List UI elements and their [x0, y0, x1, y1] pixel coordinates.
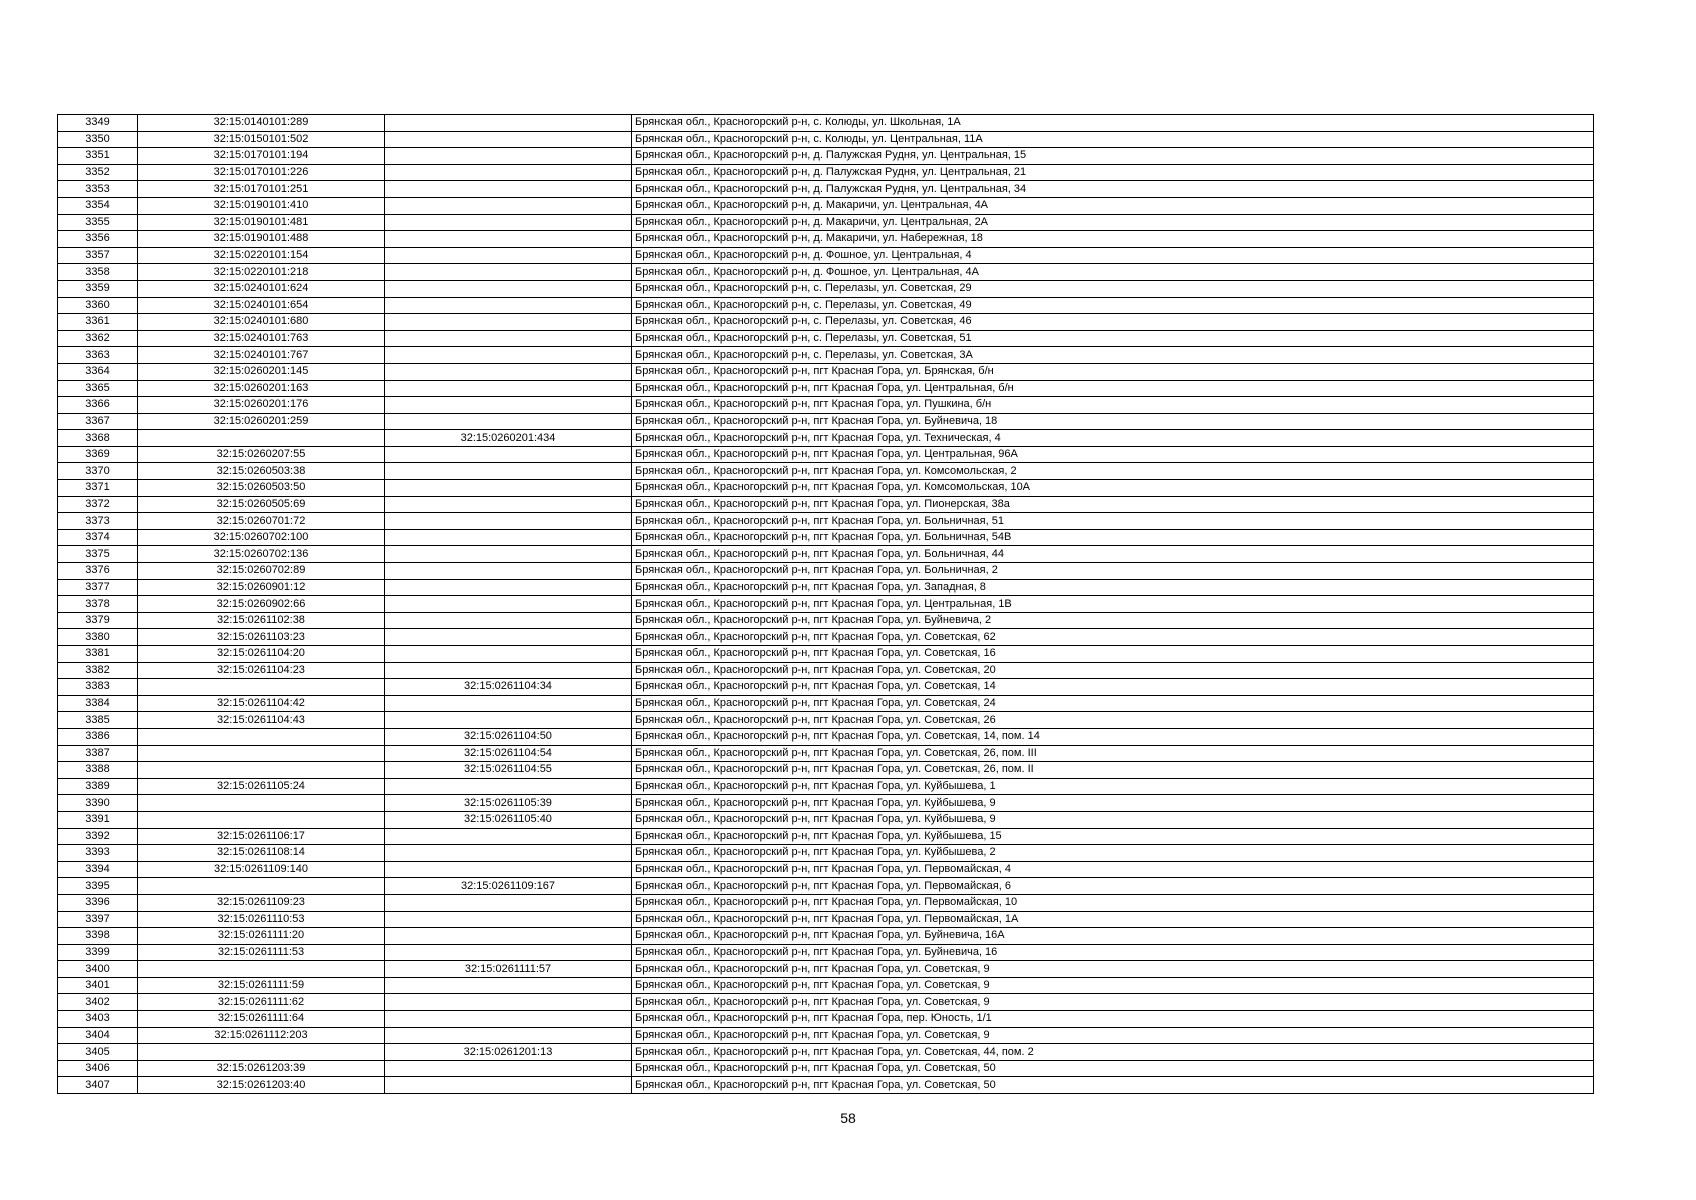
address-cell: Брянская обл., Красногорский р-н, д. Макаричи, ул. Набережная, 18: [632, 231, 1594, 248]
cadastral-number-alt-cell: [385, 164, 632, 181]
table-row: [58, 480, 1594, 497]
cadastral-number-alt-cell: [385, 513, 632, 530]
table-row: [58, 728, 1594, 745]
table-row: [58, 413, 1594, 430]
row-number-cell: 3407: [58, 1077, 138, 1094]
cadastral-number-cell: 32:15:0261111:20: [138, 928, 385, 945]
cadastral-number-cell: 32:15:0260901:12: [138, 579, 385, 596]
address-cell: Брянская обл., Красногорский р-н, пгт Красная Гора, ул. Советская, 26: [632, 712, 1594, 729]
cadastral-number-alt-cell: 32:15:0261111:57: [385, 961, 632, 978]
row-number-cell: 3375: [58, 546, 138, 563]
row-number-cell: 3351: [58, 148, 138, 165]
table-row: [58, 330, 1594, 347]
row-number-cell: 3393: [58, 845, 138, 862]
table-row: [58, 811, 1594, 828]
row-number-cell: 3383: [58, 679, 138, 696]
cadastral-number-alt-cell: [385, 596, 632, 613]
address-cell: Брянская обл., Красногорский р-н, с. Колюды, ул. Центральная, 11А: [632, 131, 1594, 148]
cadastral-number-cell: [138, 878, 385, 895]
cadastral-number-cell: 32:15:0240101:624: [138, 280, 385, 297]
cadastral-number-cell: [138, 745, 385, 762]
address-cell: Брянская обл., Красногорский р-н, пгт Красная Гора, ул. Советская, 14, пом. 14: [632, 728, 1594, 745]
address-cell: Брянская обл., Красногорский р-н, пгт Красная Гора, ул. Советская, 9: [632, 994, 1594, 1011]
cadastral-number-alt-cell: [385, 330, 632, 347]
table-row: [58, 944, 1594, 961]
cadastral-number-alt-cell: [385, 264, 632, 281]
row-number-cell: 3401: [58, 977, 138, 994]
table-row: [58, 795, 1594, 812]
address-cell: Брянская обл., Красногорский р-н, пгт Красная Гора, ул. Советская, 14: [632, 679, 1594, 696]
cadastral-number-cell: [138, 762, 385, 779]
cadastral-number-alt-cell: [385, 115, 632, 132]
table-row: [58, 828, 1594, 845]
cadastral-number-cell: 32:15:0261110:53: [138, 911, 385, 928]
row-number-cell: 3391: [58, 811, 138, 828]
row-number-cell: 3380: [58, 629, 138, 646]
address-cell: Брянская обл., Красногорский р-н, пгт Красная Гора, ул. Буйневича, 18: [632, 413, 1594, 430]
row-number-cell: 3350: [58, 131, 138, 148]
cadastral-number-alt-cell: [385, 1011, 632, 1028]
address-cell: Брянская обл., Красногорский р-н, с. Перелазы, ул. Советская, 29: [632, 280, 1594, 297]
cadastral-number-alt-cell: 32:15:0261104:55: [385, 762, 632, 779]
cadastral-number-cell: 32:15:0261111:62: [138, 994, 385, 1011]
cadastral-number-cell: [138, 679, 385, 696]
table-row: [58, 928, 1594, 945]
address-cell: Брянская обл., Красногорский р-н, пгт Красная Гора, ул. Больничная, 51: [632, 513, 1594, 530]
table-row: [58, 446, 1594, 463]
table-row: [58, 347, 1594, 364]
row-number-cell: 3385: [58, 712, 138, 729]
row-number-cell: 3405: [58, 1044, 138, 1061]
cadastral-number-alt-cell: [385, 1027, 632, 1044]
row-number-cell: 3363: [58, 347, 138, 364]
cadastral-number-cell: 32:15:0190101:410: [138, 197, 385, 214]
cadastral-number-cell: 32:15:0260201:145: [138, 363, 385, 380]
address-cell: Брянская обл., Красногорский р-н, пгт Красная Гора, ул. Первомайская, 10: [632, 894, 1594, 911]
address-cell: Брянская обл., Красногорский р-н, пгт Красная Гора, ул. Первомайская, 6: [632, 878, 1594, 895]
cadastral-number-alt-cell: [385, 828, 632, 845]
table-row: [58, 363, 1594, 380]
address-cell: Брянская обл., Красногорский р-н, пгт Красная Гора, ул. Советская, 24: [632, 695, 1594, 712]
cadastral-number-cell: 32:15:0261105:24: [138, 778, 385, 795]
cadastral-number-cell: [138, 1044, 385, 1061]
table-row: [58, 314, 1594, 331]
address-cell: Брянская обл., Красногорский р-н, пгт Красная Гора, ул. Больничная, 2: [632, 563, 1594, 580]
row-number-cell: 3372: [58, 496, 138, 513]
cadastral-number-alt-cell: [385, 563, 632, 580]
cadastral-number-alt-cell: [385, 894, 632, 911]
cadastral-number-cell: 32:15:0261104:43: [138, 712, 385, 729]
row-number-cell: 3381: [58, 646, 138, 663]
address-cell: Брянская обл., Красногорский р-н, пгт Красная Гора, ул. Куйбышева, 1: [632, 778, 1594, 795]
cadastral-number-alt-cell: 32:15:0261104:34: [385, 679, 632, 696]
table-row: [58, 264, 1594, 281]
address-cell: Брянская обл., Красногорский р-н, с. Перелазы, ул. Советская, 49: [632, 297, 1594, 314]
table-row: [58, 629, 1594, 646]
cadastral-number-alt-cell: 32:15:0261109:167: [385, 878, 632, 895]
cadastral-number-alt-cell: [385, 977, 632, 994]
table-row: [58, 961, 1594, 978]
address-cell: Брянская обл., Красногорский р-н, пгт Красная Гора, ул. Западная, 8: [632, 579, 1594, 596]
cadastral-number-alt-cell: [385, 612, 632, 629]
table-row: [58, 397, 1594, 414]
table-row: [58, 878, 1594, 895]
table-row: [58, 845, 1594, 862]
cadastral-number-alt-cell: 32:15:0261201:13: [385, 1044, 632, 1061]
address-cell: Брянская обл., Красногорский р-н, пгт Красная Гора, ул. Первомайская, 4: [632, 861, 1594, 878]
cadastral-number-cell: 32:15:0220101:218: [138, 264, 385, 281]
cadastral-number-cell: 32:15:0190101:481: [138, 214, 385, 231]
table-row: [58, 712, 1594, 729]
table-row: [58, 596, 1594, 613]
registry-table-body: [58, 115, 1594, 1094]
address-cell: Брянская обл., Красногорский р-н, пгт Красная Гора, ул. Комсомольская, 10А: [632, 480, 1594, 497]
row-number-cell: 3355: [58, 214, 138, 231]
cadastral-number-cell: 32:15:0261108:14: [138, 845, 385, 862]
cadastral-number-cell: 32:15:0140101:289: [138, 115, 385, 132]
cadastral-number-cell: [138, 811, 385, 828]
address-cell: Брянская обл., Красногорский р-н, пгт Красная Гора, ул. Советская, 50: [632, 1077, 1594, 1094]
table-row: [58, 115, 1594, 132]
table-row: [58, 1011, 1594, 1028]
address-cell: Брянская обл., Красногорский р-н, д. Макаричи, ул. Центральная, 2А: [632, 214, 1594, 231]
cadastral-number-alt-cell: [385, 148, 632, 165]
table-row: [58, 463, 1594, 480]
cadastral-number-alt-cell: [385, 247, 632, 264]
cadastral-number-alt-cell: 32:15:0261105:40: [385, 811, 632, 828]
row-number-cell: 3382: [58, 662, 138, 679]
table-row: [58, 496, 1594, 513]
table-row: [58, 181, 1594, 198]
cadastral-number-alt-cell: 32:15:0260201:434: [385, 430, 632, 447]
cadastral-number-cell: 32:15:0261111:59: [138, 977, 385, 994]
cadastral-number-alt-cell: [385, 496, 632, 513]
address-cell: Брянская обл., Красногорский р-н, д. Палужская Рудня, ул. Центральная, 15: [632, 148, 1594, 165]
cadastral-number-cell: 32:15:0240101:763: [138, 330, 385, 347]
table-row: [58, 563, 1594, 580]
table-row: [58, 297, 1594, 314]
cadastral-number-cell: 32:15:0150101:502: [138, 131, 385, 148]
address-cell: Брянская обл., Красногорский р-н, с. Перелазы, ул. Советская, 3А: [632, 347, 1594, 364]
page-number: 58: [840, 1110, 856, 1126]
address-cell: Брянская обл., Красногорский р-н, пгт Красная Гора, ул. Советская, 26, пом. II: [632, 762, 1594, 779]
row-number-cell: 3378: [58, 596, 138, 613]
cadastral-number-alt-cell: [385, 546, 632, 563]
cadastral-number-cell: 32:15:0260702:136: [138, 546, 385, 563]
cadastral-number-cell: 32:15:0260201:176: [138, 397, 385, 414]
address-cell: Брянская обл., Красногорский р-н, с. Колюды, ул. Школьная, 1А: [632, 115, 1594, 132]
table-row: [58, 380, 1594, 397]
address-cell: Брянская обл., Красногорский р-н, пгт Красная Гора, ул. Советская, 9: [632, 1027, 1594, 1044]
table-row: [58, 1027, 1594, 1044]
table-row: [58, 579, 1594, 596]
address-cell: Брянская обл., Красногорский р-н, пгт Красная Гора, ул. Техническая, 4: [632, 430, 1594, 447]
cadastral-number-alt-cell: [385, 712, 632, 729]
address-cell: Брянская обл., Красногорский р-н, пгт Красная Гора, ул. Центральная, 96А: [632, 446, 1594, 463]
address-cell: Брянская обл., Красногорский р-н, пгт Красная Гора, ул. Советская, 20: [632, 662, 1594, 679]
address-cell: Брянская обл., Красногорский р-н, пгт Красная Гора, ул. Советская, 16: [632, 646, 1594, 663]
address-cell: Брянская обл., Красногорский р-н, пгт Красная Гора, ул. Пионерская, 38а: [632, 496, 1594, 513]
row-number-cell: 3359: [58, 280, 138, 297]
cadastral-number-alt-cell: [385, 861, 632, 878]
cadastral-number-alt-cell: [385, 1077, 632, 1094]
address-cell: Брянская обл., Красногорский р-н, пгт Красная Гора, ул. Центральная, 1В: [632, 596, 1594, 613]
cadastral-number-cell: 32:15:0261106:17: [138, 828, 385, 845]
table-row: [58, 529, 1594, 546]
address-cell: Брянская обл., Красногорский р-н, д. Макаричи, ул. Центральная, 4А: [632, 197, 1594, 214]
row-number-cell: 3362: [58, 330, 138, 347]
cadastral-number-cell: [138, 795, 385, 812]
row-number-cell: 3374: [58, 529, 138, 546]
address-cell: Брянская обл., Красногорский р-н, пгт Красная Гора, ул. Комсомольская, 2: [632, 463, 1594, 480]
cadastral-number-alt-cell: [385, 214, 632, 231]
cadastral-number-alt-cell: [385, 778, 632, 795]
cadastral-number-alt-cell: [385, 1060, 632, 1077]
cadastral-number-alt-cell: [385, 231, 632, 248]
address-cell: Брянская обл., Красногорский р-н, д. Палужская Рудня, ул. Центральная, 21: [632, 164, 1594, 181]
row-number-cell: 3386: [58, 728, 138, 745]
cadastral-number-cell: 32:15:0261203:39: [138, 1060, 385, 1077]
property-registry-table: [57, 114, 1594, 1094]
cadastral-number-alt-cell: [385, 131, 632, 148]
row-number-cell: 3369: [58, 446, 138, 463]
row-number-cell: 3406: [58, 1060, 138, 1077]
cadastral-number-alt-cell: [385, 646, 632, 663]
address-cell: Брянская обл., Красногорский р-н, пгт Красная Гора, ул. Брянская, б/н: [632, 363, 1594, 380]
row-number-cell: 3404: [58, 1027, 138, 1044]
address-cell: Брянская обл., Красногорский р-н, с. Перелазы, ул. Советская, 46: [632, 314, 1594, 331]
cadastral-number-cell: 32:15:0190101:488: [138, 231, 385, 248]
row-number-cell: 3389: [58, 778, 138, 795]
cadastral-number-cell: 32:15:0170101:194: [138, 148, 385, 165]
row-number-cell: 3358: [58, 264, 138, 281]
address-cell: Брянская обл., Красногорский р-н, с. Перелазы, ул. Советская, 51: [632, 330, 1594, 347]
table-row: [58, 164, 1594, 181]
cadastral-number-cell: 32:15:0261111:64: [138, 1011, 385, 1028]
address-cell: Брянская обл., Красногорский р-н, пгт Красная Гора, ул. Центральная, б/н: [632, 380, 1594, 397]
cadastral-number-alt-cell: [385, 197, 632, 214]
address-cell: Брянская обл., Красногорский р-н, пгт Красная Гора, ул. Советская, 50: [632, 1060, 1594, 1077]
address-cell: Брянская обл., Красногорский р-н, пгт Красная Гора, ул. Пушкина, б/н: [632, 397, 1594, 414]
row-number-cell: 3390: [58, 795, 138, 812]
row-number-cell: 3371: [58, 480, 138, 497]
table-row: [58, 148, 1594, 165]
row-number-cell: 3394: [58, 861, 138, 878]
cadastral-number-cell: 32:15:0261103:23: [138, 629, 385, 646]
cadastral-number-alt-cell: [385, 413, 632, 430]
row-number-cell: 3392: [58, 828, 138, 845]
row-number-cell: 3398: [58, 928, 138, 945]
address-cell: Брянская обл., Красногорский р-н, пгт Красная Гора, ул. Буйневича, 16: [632, 944, 1594, 961]
cadastral-number-cell: 32:15:0260201:163: [138, 380, 385, 397]
address-cell: Брянская обл., Красногорский р-н, пгт Красная Гора, ул. Куйбышева, 2: [632, 845, 1594, 862]
cadastral-number-alt-cell: [385, 695, 632, 712]
row-number-cell: 3366: [58, 397, 138, 414]
address-cell: Брянская обл., Красногорский р-н, пгт Красная Гора, ул. Советская, 62: [632, 629, 1594, 646]
cadastral-number-cell: 32:15:0261104:23: [138, 662, 385, 679]
row-number-cell: 3396: [58, 894, 138, 911]
cadastral-number-cell: 32:15:0240101:767: [138, 347, 385, 364]
row-number-cell: 3360: [58, 297, 138, 314]
row-number-cell: 3397: [58, 911, 138, 928]
cadastral-number-alt-cell: 32:15:0261104:50: [385, 728, 632, 745]
table-row: [58, 131, 1594, 148]
address-cell: Брянская обл., Красногорский р-н, пгт Красная Гора, ул. Буйневича, 16А: [632, 928, 1594, 945]
row-number-cell: 3387: [58, 745, 138, 762]
cadastral-number-cell: 32:15:0240101:654: [138, 297, 385, 314]
cadastral-number-alt-cell: [385, 463, 632, 480]
cadastral-number-cell: 32:15:0261104:42: [138, 695, 385, 712]
address-cell: Брянская обл., Красногорский р-н, пгт Красная Гора, ул. Советская, 44, пом. 2: [632, 1044, 1594, 1061]
address-cell: Брянская обл., Красногорский р-н, пгт Красная Гора, ул. Буйневича, 2: [632, 612, 1594, 629]
cadastral-number-cell: 32:15:0170101:226: [138, 164, 385, 181]
table-row: [58, 1077, 1594, 1094]
table-row: [58, 695, 1594, 712]
table-row: [58, 513, 1594, 530]
cadastral-number-alt-cell: [385, 928, 632, 945]
cadastral-number-alt-cell: [385, 314, 632, 331]
cadastral-number-alt-cell: [385, 911, 632, 928]
row-number-cell: 3354: [58, 197, 138, 214]
row-number-cell: 3357: [58, 247, 138, 264]
row-number-cell: 3368: [58, 430, 138, 447]
table-row: [58, 231, 1594, 248]
address-cell: Брянская обл., Красногорский р-н, пгт Красная Гора, пер. Юность, 1/1: [632, 1011, 1594, 1028]
table-row: [58, 662, 1594, 679]
row-number-cell: 3388: [58, 762, 138, 779]
table-row: [58, 247, 1594, 264]
table-row: [58, 546, 1594, 563]
cadastral-number-cell: 32:15:0261109:23: [138, 894, 385, 911]
cadastral-number-cell: 32:15:0260902:66: [138, 596, 385, 613]
address-cell: Брянская обл., Красногорский р-н, д. Фошное, ул. Центральная, 4А: [632, 264, 1594, 281]
table-row: [58, 911, 1594, 928]
table-row: [58, 197, 1594, 214]
cadastral-number-alt-cell: [385, 347, 632, 364]
row-number-cell: 3364: [58, 363, 138, 380]
row-number-cell: 3373: [58, 513, 138, 530]
table-row: [58, 430, 1594, 447]
address-cell: Брянская обл., Красногорский р-н, пгт Красная Гора, ул. Советская, 9: [632, 977, 1594, 994]
table-row: [58, 762, 1594, 779]
cadastral-number-alt-cell: [385, 280, 632, 297]
table-row: [58, 679, 1594, 696]
cadastral-number-alt-cell: [385, 297, 632, 314]
cadastral-number-alt-cell: [385, 397, 632, 414]
cadastral-number-alt-cell: [385, 446, 632, 463]
table-row: [58, 894, 1594, 911]
row-number-cell: 3370: [58, 463, 138, 480]
row-number-cell: 3356: [58, 231, 138, 248]
row-number-cell: 3376: [58, 563, 138, 580]
cadastral-number-cell: 32:15:0260505:69: [138, 496, 385, 513]
cadastral-number-cell: 32:15:0220101:154: [138, 247, 385, 264]
row-number-cell: 3400: [58, 961, 138, 978]
address-cell: Брянская обл., Красногорский р-н, пгт Красная Гора, ул. Больничная, 54В: [632, 529, 1594, 546]
row-number-cell: 3349: [58, 115, 138, 132]
cadastral-number-cell: 32:15:0261104:20: [138, 646, 385, 663]
cadastral-number-cell: 32:15:0260207:55: [138, 446, 385, 463]
cadastral-number-cell: 32:15:0260702:89: [138, 563, 385, 580]
address-cell: Брянская обл., Красногорский р-н, д. Фошное, ул. Центральная, 4: [632, 247, 1594, 264]
cadastral-number-cell: [138, 961, 385, 978]
row-number-cell: 3353: [58, 181, 138, 198]
address-cell: Брянская обл., Красногорский р-н, пгт Красная Гора, ул. Советская, 26, пом. III: [632, 745, 1594, 762]
address-cell: Брянская обл., Красногорский р-н, пгт Красная Гора, ул. Советская, 9: [632, 961, 1594, 978]
row-number-cell: 3403: [58, 1011, 138, 1028]
table-row: [58, 280, 1594, 297]
table-row: [58, 994, 1594, 1011]
row-number-cell: 3399: [58, 944, 138, 961]
cadastral-number-alt-cell: [385, 994, 632, 1011]
cadastral-number-cell: 32:15:0260503:38: [138, 463, 385, 480]
address-cell: Брянская обл., Красногорский р-н, пгт Красная Гора, ул. Больничная, 44: [632, 546, 1594, 563]
address-cell: Брянская обл., Красногорский р-н, д. Палужская Рудня, ул. Центральная, 34: [632, 181, 1594, 198]
address-cell: Брянская обл., Красногорский р-н, пгт Красная Гора, ул. Куйбышева, 9: [632, 795, 1594, 812]
table-row: [58, 861, 1594, 878]
row-number-cell: 3402: [58, 994, 138, 1011]
cadastral-number-cell: 32:15:0261112:203: [138, 1027, 385, 1044]
cadastral-number-alt-cell: 32:15:0261105:39: [385, 795, 632, 812]
table-row: [58, 745, 1594, 762]
cadastral-number-alt-cell: [385, 662, 632, 679]
cadastral-number-cell: 32:15:0170101:251: [138, 181, 385, 198]
table-row: [58, 646, 1594, 663]
row-number-cell: 3361: [58, 314, 138, 331]
cadastral-number-cell: 32:15:0260701:72: [138, 513, 385, 530]
cadastral-number-cell: [138, 430, 385, 447]
table-row: [58, 778, 1594, 795]
table-row: [58, 612, 1594, 629]
cadastral-number-cell: 32:15:0261203:40: [138, 1077, 385, 1094]
cadastral-number-alt-cell: [385, 845, 632, 862]
row-number-cell: 3365: [58, 380, 138, 397]
cadastral-number-cell: [138, 728, 385, 745]
cadastral-number-alt-cell: [385, 629, 632, 646]
table-row: [58, 1044, 1594, 1061]
row-number-cell: 3384: [58, 695, 138, 712]
address-cell: Брянская обл., Красногорский р-н, пгт Красная Гора, ул. Первомайская, 1А: [632, 911, 1594, 928]
cadastral-number-cell: 32:15:0261109:140: [138, 861, 385, 878]
address-cell: Брянская обл., Красногорский р-н, пгт Красная Гора, ул. Куйбышева, 15: [632, 828, 1594, 845]
cadastral-number-alt-cell: [385, 363, 632, 380]
cadastral-number-alt-cell: 32:15:0261104:54: [385, 745, 632, 762]
table-row: [58, 977, 1594, 994]
cadastral-number-alt-cell: [385, 181, 632, 198]
cadastral-number-cell: 32:15:0261111:53: [138, 944, 385, 961]
cadastral-number-cell: 32:15:0260503:50: [138, 480, 385, 497]
cadastral-number-cell: 32:15:0240101:680: [138, 314, 385, 331]
cadastral-number-alt-cell: [385, 380, 632, 397]
cadastral-number-alt-cell: [385, 579, 632, 596]
cadastral-number-alt-cell: [385, 944, 632, 961]
row-number-cell: 3352: [58, 164, 138, 181]
cadastral-number-alt-cell: [385, 529, 632, 546]
table-row: [58, 1060, 1594, 1077]
cadastral-number-cell: 32:15:0260201:259: [138, 413, 385, 430]
table-row: [58, 214, 1594, 231]
row-number-cell: 3377: [58, 579, 138, 596]
address-cell: Брянская обл., Красногорский р-н, пгт Красная Гора, ул. Куйбышева, 9: [632, 811, 1594, 828]
row-number-cell: 3379: [58, 612, 138, 629]
cadastral-number-cell: 32:15:0260702:100: [138, 529, 385, 546]
row-number-cell: 3367: [58, 413, 138, 430]
cadastral-number-cell: 32:15:0261102:38: [138, 612, 385, 629]
cadastral-number-alt-cell: [385, 480, 632, 497]
row-number-cell: 3395: [58, 878, 138, 895]
